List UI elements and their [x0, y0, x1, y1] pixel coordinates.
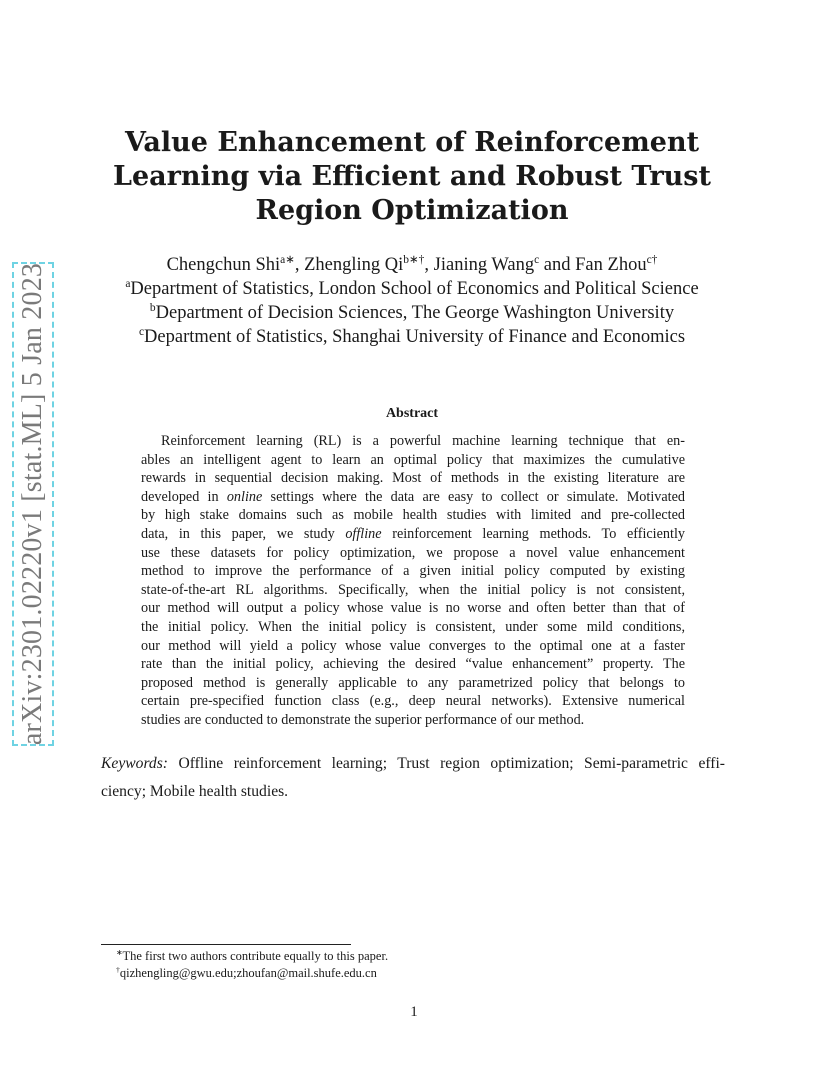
author-marker: b∗†: [403, 253, 425, 266]
arxiv-stamp: [12, 262, 54, 746]
author-name: Chengchun Shi: [166, 255, 281, 275]
paper-title: [100, 126, 724, 228]
keywords-label: Keywords:: [101, 755, 168, 772]
title-line: Region Optimization: [255, 195, 569, 226]
abstract-emphasis: offline: [345, 525, 382, 542]
author-marker: a∗: [280, 253, 295, 266]
abstract-emphasis: online: [226, 488, 263, 505]
title-line: Value Enhancement of Reinforcement: [124, 127, 700, 158]
author-name: Zhengling Qi: [304, 255, 404, 275]
abstract-line: our method will output a policy whose value is no worse and often better than that of: [141, 600, 685, 617]
footnote-text: The first two authors contribute equally to this paper.: [122, 949, 389, 963]
affiliation: [80, 325, 744, 349]
abstract-body: [141, 432, 685, 730]
affiliation: [80, 301, 744, 325]
abstract-line: state-of-the-art RL algorithms. Specifically, when the initial policy is not consistent,: [141, 581, 685, 598]
author-marker: c†: [646, 253, 658, 266]
abstract-line: method to improve the performance of a given initial policy computed by existing: [141, 563, 685, 580]
abstract-line: Reinforcement learning (RL) is a powerful machine learning technique that en-: [161, 433, 685, 449]
abstract-line: by high stake domains such as mobile health studies with limited and pre-collected: [141, 507, 685, 524]
keywords-line: ciency; Mobile health studies.: [101, 783, 289, 800]
footnote-text: qizhengling@gwu.edu;zhoufan@mail.shufe.edu.cn: [119, 966, 377, 980]
author-list: Chengchun Shi$^{a∗}$, Zhengling $Qi^{b∗\dagger}$, Jianing Wang$^c$ and Fan Zhou$^{c\dagger}$: [166, 253, 658, 275]
abstract-line: use these datasets for policy optimization, we propose a novel value enhancement: [141, 544, 685, 561]
author-name: Jianing Wang: [433, 255, 535, 275]
abstract-line: [141, 525, 685, 544]
keywords-block: [101, 750, 725, 806]
author-marker: c: [534, 253, 540, 266]
abstract-line: rewards in sequential decision making. Most of methods in the existing literature are: [141, 470, 685, 487]
footnote: [116, 965, 388, 982]
affiliation-marker: a: [125, 277, 131, 290]
abstract-text: data, in this paper, we study: [141, 525, 335, 542]
abstract-line: our method will yield a policy whose value converges to the optimal one at a faster: [141, 637, 685, 654]
footnote-divider: [101, 944, 351, 945]
author-block: [80, 253, 744, 349]
keywords-text: Offline reinforcement learning; Trust region optimization; Semi-parametric effi-: [178, 755, 725, 772]
page-number: 1: [410, 1004, 418, 1020]
abstract-text: settings where the data are easy to collect or simulate. Motivated: [270, 488, 686, 505]
affiliation-text: Department of Decision Sciences, The George Washington University: [155, 303, 675, 323]
abstract-line: [141, 488, 685, 507]
author-name: Fan Zhou: [575, 255, 647, 275]
footnote-marker: ∗: [116, 947, 123, 957]
arxiv-identifier: arXiv:2301.02220v1 [stat.ML] 5 Jan 2023: [17, 262, 48, 746]
affiliation-text: Department of Statistics, London School of Economics and Political Science: [130, 279, 699, 299]
abstract-line: proposed method is generally applicable to any parametrized policy that belongs to: [141, 674, 685, 691]
abstract-line: ables an intelligent agent to learn an optimal policy that maximizes the cumulative: [141, 451, 685, 468]
title-line: Learning via Efficient and Robust Trust: [113, 161, 711, 192]
abstract-line: studies are conducted to demonstrate the superior performance of our method.: [141, 711, 585, 728]
abstract-line: the initial policy. When the initial policy is consistent, under some mild conditions,: [141, 618, 685, 635]
author-joiner: and: [543, 255, 571, 275]
footnote-marker: †: [116, 964, 120, 974]
affiliation: [80, 277, 744, 301]
affiliation-marker: b: [149, 301, 156, 314]
abstract-line: certain pre-specified function class (e.g., deep neural networks). Extensive numerical: [141, 693, 685, 710]
abstract-text: developed in: [141, 488, 219, 505]
abstract-heading: Abstract: [385, 406, 439, 421]
footnote: [116, 948, 388, 965]
keywords-line: [101, 750, 725, 778]
affiliation-text: Department of Statistics, Shanghai University of Finance and Economics: [144, 327, 686, 347]
abstract-line: rate than the initial policy, achieving the desired “value enhancement” property. The: [141, 656, 685, 673]
affiliation-marker: c: [138, 325, 145, 338]
abstract-text: reinforcement learning methods. To efficiently: [392, 525, 685, 542]
footnotes: [116, 948, 388, 982]
